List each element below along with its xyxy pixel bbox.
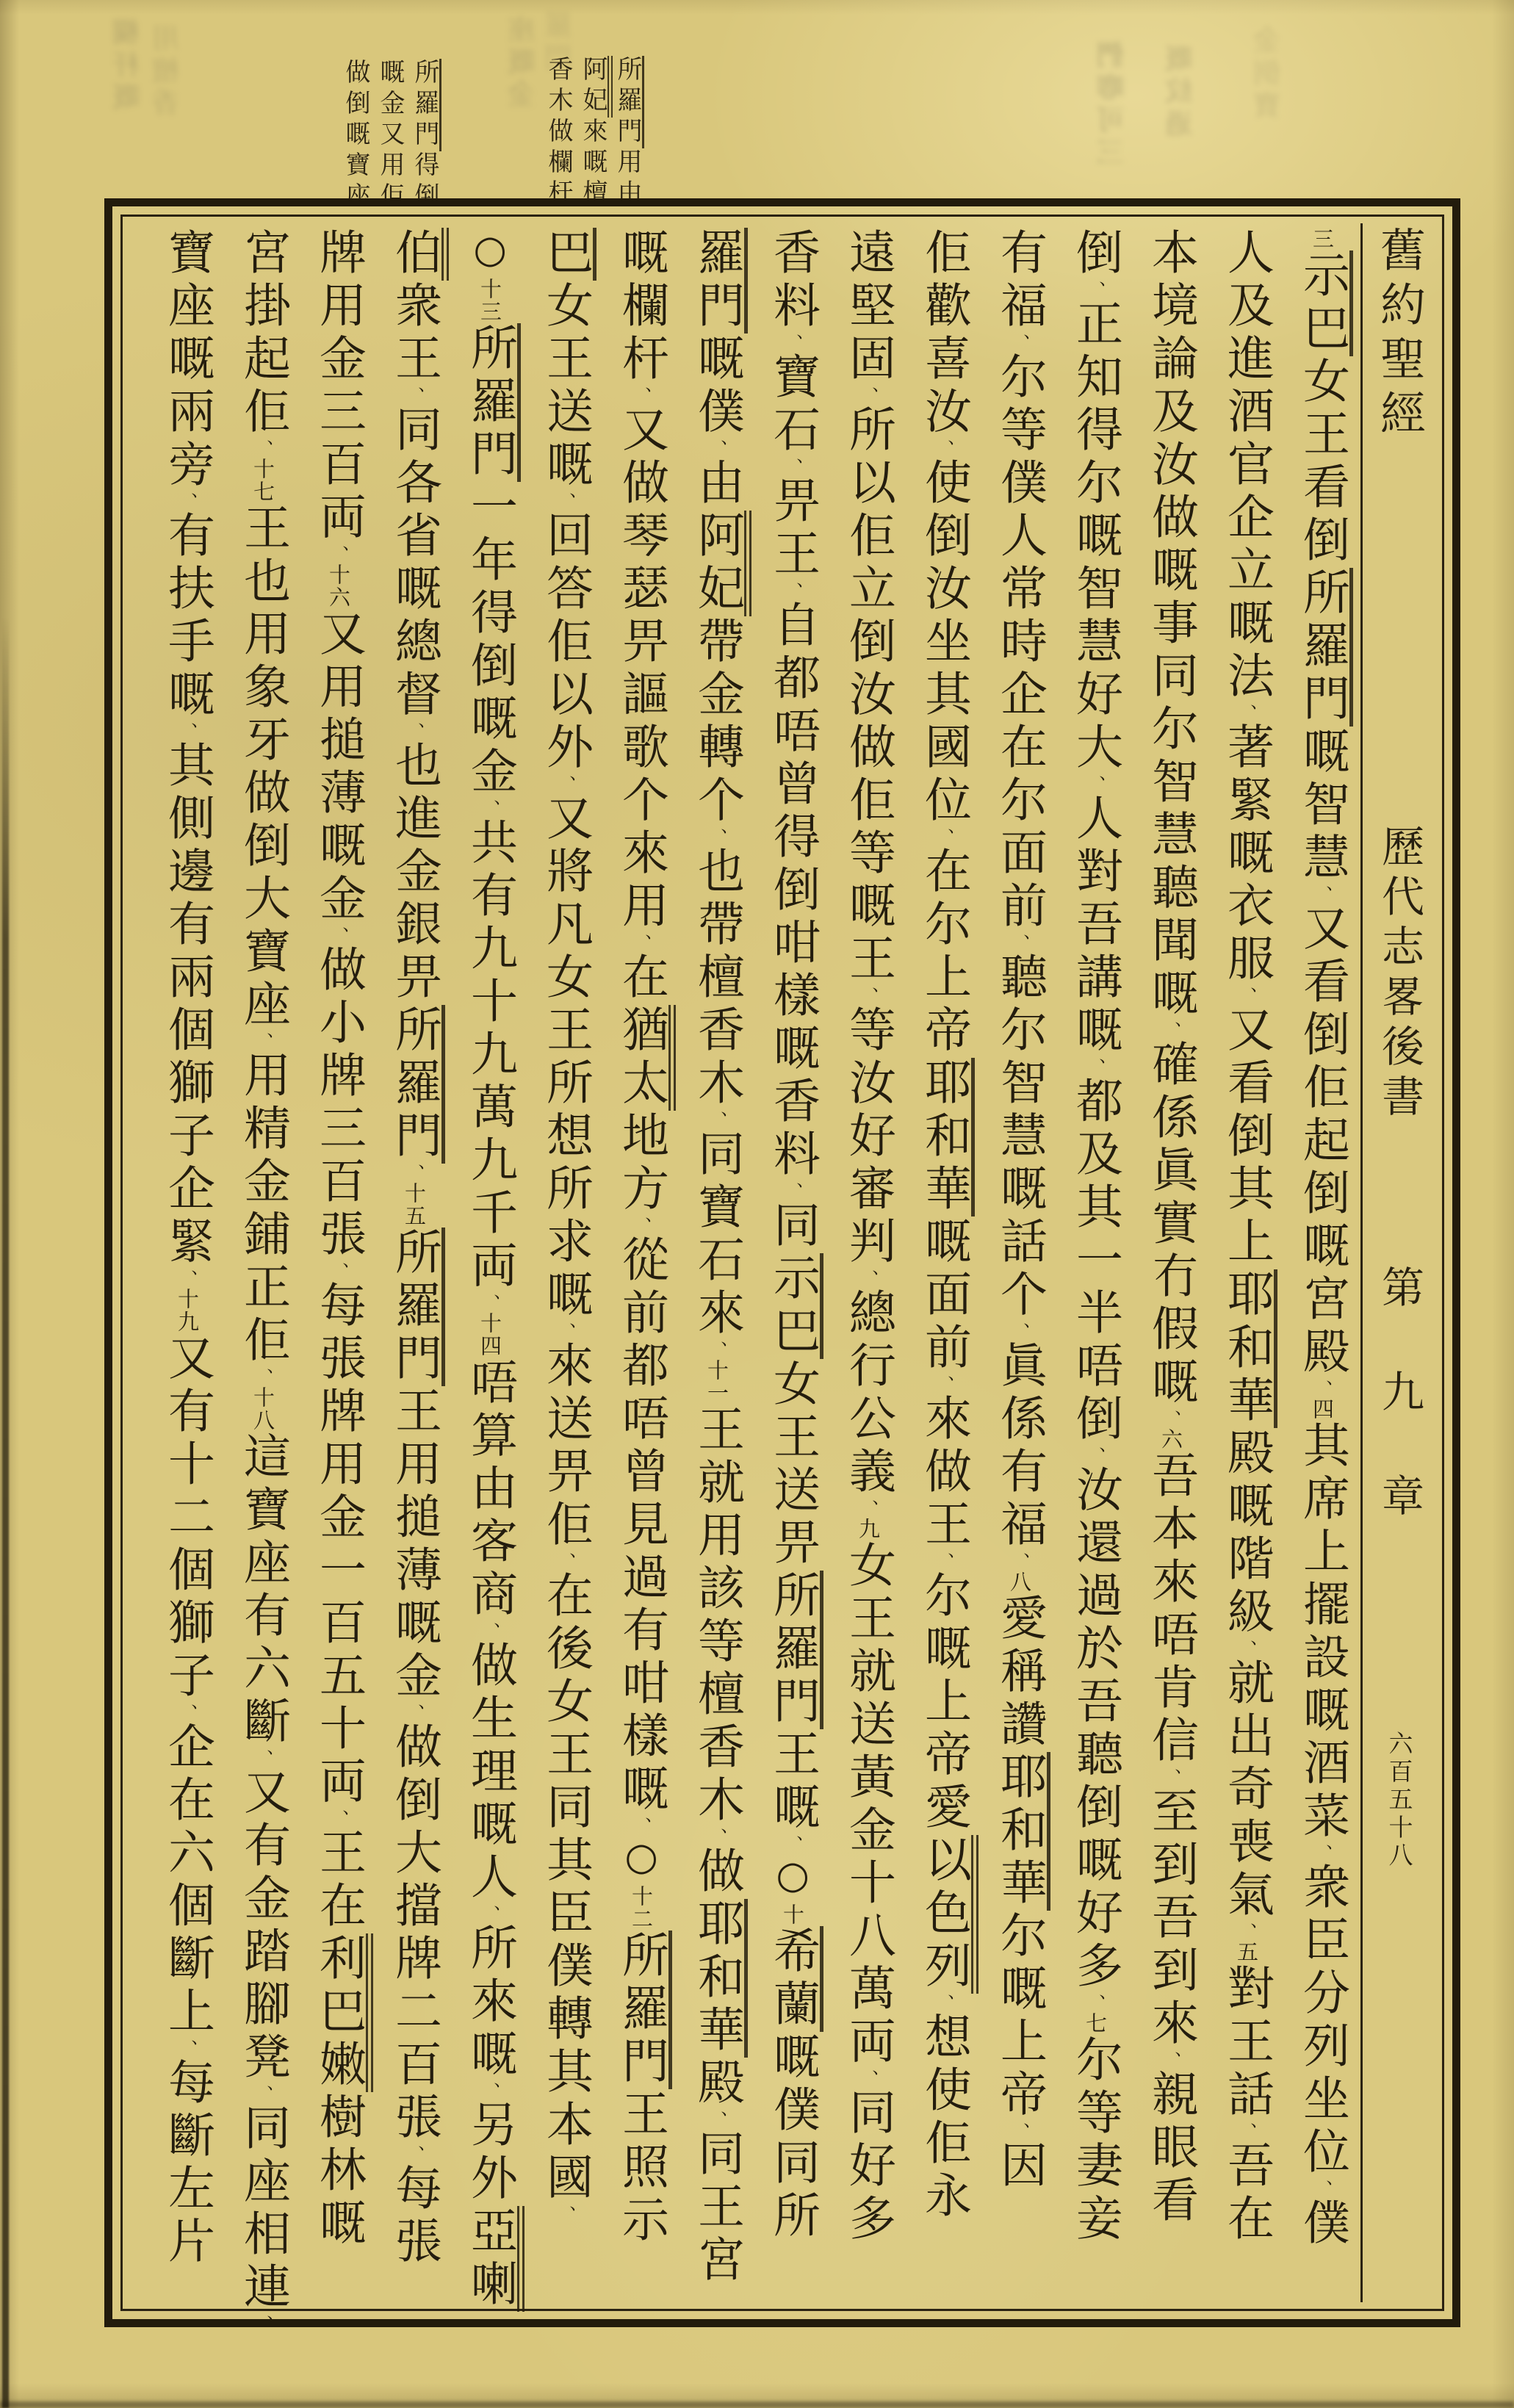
text-run: 從前都唔曾見過有咁樣嘅	[614, 1235, 668, 1817]
page-frame-inner-rule	[120, 215, 1444, 2333]
text-run: 寶石	[765, 352, 820, 458]
proper-name: 示巴	[1295, 250, 1353, 356]
text-run: 由	[690, 458, 744, 511]
text-run: 另外	[463, 2100, 517, 2206]
text-run: 、	[253, 2085, 274, 2103]
text-run: 女王看倒	[1295, 356, 1349, 568]
text-run: 就出奇喪氣	[1219, 1658, 1274, 1922]
text-run: 、	[253, 1749, 274, 1767]
text-run: 、	[707, 439, 728, 458]
verse-number: 十四	[477, 1312, 502, 1358]
proper-name: 所羅門	[410, 59, 441, 151]
text-run: 、	[1009, 334, 1031, 352]
text-run: 、	[707, 1828, 728, 1846]
verse-number: 十九	[175, 1288, 200, 1333]
text-run: 嘅欄杆	[614, 228, 668, 386]
text-run: 、	[1236, 987, 1258, 1005]
proper-name: 所羅門	[765, 1571, 823, 1729]
text-run: 來嘅檀香木做欄杆	[544, 56, 608, 210]
text-run: 有福	[992, 228, 1047, 334]
text-run: 做小牌三百張	[311, 945, 366, 1262]
bleedthrough-smudge: 們喞可三	[1097, 40, 1129, 170]
text-run: 、	[328, 1262, 350, 1280]
text-run: 又將凡女王所想所求嘅	[538, 793, 593, 1322]
text-run: 、	[707, 828, 728, 846]
text-run: 、	[1009, 934, 1031, 952]
text-run: 在	[614, 952, 668, 1005]
verse-number: 十八	[250, 1386, 275, 1432]
proper-name: 阿妃	[578, 56, 613, 118]
text-run: 使倒汝坐其國位	[917, 458, 971, 828]
text-run: 、	[858, 987, 879, 1005]
text-run: 、	[631, 386, 652, 405]
text-run: 、	[480, 2082, 501, 2100]
text-run: 、	[707, 1341, 728, 1359]
text-run: 、	[177, 722, 198, 740]
text-run: 、	[177, 2039, 198, 2058]
text-run: 、	[934, 439, 955, 458]
text-run: 、	[253, 2315, 274, 2333]
text-run: 、	[1312, 1380, 1333, 1398]
text-run: 、	[1236, 1640, 1258, 1658]
proper-name: 利巴嫩	[311, 1933, 373, 2092]
text-run: 企在六個斷上	[160, 1722, 215, 2039]
text-run: 、	[934, 1994, 955, 2012]
text-run: 嘅僕	[690, 334, 744, 439]
text-run: 、	[934, 828, 955, 846]
verse-number: 三	[1310, 228, 1335, 250]
verse-number: 十七	[250, 458, 275, 503]
text-column-16	[150, 223, 226, 2302]
verse-number: 十二	[629, 1885, 654, 1931]
text-run: 著緊嘅衣服	[1219, 722, 1274, 987]
text-run: 同座相連	[236, 2103, 290, 2315]
text-run: 僕	[1295, 2198, 1349, 2251]
text-run: 殿嘅階級	[1219, 1428, 1274, 1640]
text-run: 、	[631, 1817, 652, 1835]
text-run: 、	[404, 1704, 425, 1722]
text-run: 本境論及汝做嘅事同尔智慧聽聞嘅	[1144, 228, 1198, 1021]
section-circle: ○	[468, 228, 512, 278]
text-run: 又做琴瑟畀謳歌个來用	[614, 405, 668, 934]
verse-number: 十六	[326, 563, 351, 609]
proper-name: 伯	[387, 228, 449, 281]
text-run: 一年得倒嘅金	[463, 482, 517, 799]
text-run: 尔嘅上帝愛	[917, 1571, 971, 1835]
text-run: 回答佢以外	[538, 511, 593, 775]
text-run: 總行公義	[841, 1288, 895, 1499]
verse-number: 九	[856, 1518, 881, 1540]
proper-name: 以色列	[917, 1835, 978, 1994]
text-run: 、	[1085, 775, 1106, 793]
proper-name: 巴	[538, 228, 596, 281]
proper-name: 希蘭	[765, 1926, 823, 2032]
text-run: 女王就送黃金十八萬両	[841, 1540, 895, 2069]
text-run: 王照示	[614, 2089, 668, 2248]
bleedthrough-smudge: 嘅紋過	[1165, 44, 1197, 141]
text-run: 、	[404, 1164, 425, 1182]
text-run: 嘅面前	[917, 1216, 971, 1375]
text-run: 、	[782, 582, 804, 600]
book-title: 舊約聖經	[1372, 226, 1427, 444]
text-column-6	[906, 223, 982, 2302]
proper-name: 耶和華	[992, 1752, 1050, 1911]
verse-number: 十一	[704, 1359, 729, 1405]
text-run: 、	[480, 1622, 501, 1640]
text-run: 、	[328, 926, 350, 945]
text-run: 、	[1236, 704, 1258, 722]
text-run: 得倒嘅金又用佢做倒嘅寶座	[341, 59, 439, 213]
text-run: 、	[782, 1835, 804, 1853]
scan-edge-bottom	[0, 2401, 1514, 2408]
text-run: 至到吾到來	[1144, 1787, 1198, 2051]
text-run: 倒	[1068, 228, 1122, 281]
text-run: 聽尔智慧嘅話个	[992, 952, 1047, 1322]
verse-number: 十五	[402, 1182, 427, 1228]
text-run: 、	[1085, 1994, 1106, 2012]
text-run: 又有金踏腳凳	[236, 1767, 290, 2085]
text-run: 每張牌用金一百五十両	[311, 1280, 366, 1809]
text-run: 尔嘅上帝	[992, 1911, 1047, 2122]
text-run: 、	[253, 1368, 274, 1386]
text-run: 每張	[387, 2163, 441, 2269]
text-run: 尔等僕人常時企在尔面前	[992, 352, 1047, 934]
text-run: 、	[707, 2110, 728, 2129]
text-run: 、	[404, 2145, 425, 2163]
text-run: 人及進酒官企立嘅法	[1219, 228, 1274, 704]
page-frame	[104, 198, 1460, 2333]
text-run: 、	[1312, 2180, 1333, 2198]
text-run: 、	[1161, 1410, 1182, 1428]
text-run: 自都唔曾得倒咁樣嘅香料	[765, 600, 820, 1182]
verse-number: 七	[1083, 2012, 1108, 2035]
text-run: 牌用金三百両	[311, 228, 366, 545]
proper-name: 耶和華	[690, 1899, 748, 2058]
text-run: 、	[782, 458, 804, 476]
verse-number: 十三	[477, 278, 502, 323]
text-run: 、	[1009, 2122, 1031, 2141]
text-run: 尔等妻妾	[1068, 2035, 1122, 2246]
text-run: 、	[480, 1905, 501, 1923]
proper-name: 耶和華	[917, 1058, 975, 1216]
proper-name: 示巴	[765, 1253, 823, 1359]
text-run: 、	[1236, 1922, 1258, 1941]
text-column-1	[1285, 223, 1360, 2302]
text-run: 在尔上帝	[917, 846, 971, 1058]
text-run: 女王送畀	[765, 1359, 820, 1571]
text-run: 、	[1312, 885, 1333, 904]
text-run: 同王宮	[690, 2129, 744, 2288]
text-run: 確係眞實冇假嘅	[1144, 1039, 1198, 1410]
text-run: 唔算由客商	[463, 1358, 517, 1622]
text-run: 同好多	[841, 2088, 895, 2246]
text-run: 、	[328, 545, 350, 563]
text-run: 用由	[613, 148, 642, 210]
text-column-3	[1133, 223, 1209, 2302]
text-run: 同寶石來	[690, 1129, 744, 1341]
text-run: 也進金銀畀	[387, 740, 441, 1005]
text-column-11	[528, 223, 604, 2302]
text-run: 、	[631, 1216, 652, 1235]
text-run: 、	[1085, 1446, 1106, 1465]
text-run: 畀王	[765, 476, 820, 582]
bleedthrough-smudge: 羅門	[544, 10, 577, 75]
text-run: 地方	[614, 1111, 668, 1216]
text-run: 、	[1312, 1844, 1333, 1862]
text-run: 在後女王同其臣僕轉其本國	[538, 1571, 593, 2205]
title-column	[1360, 223, 1436, 2302]
text-run: 、	[1009, 1322, 1031, 1341]
text-run: 等汝好審判	[841, 1005, 895, 1269]
text-column-7	[831, 223, 906, 2302]
text-run: 吾在	[1219, 2141, 1274, 2246]
text-run: 樹林嘅	[311, 2092, 366, 2251]
text-run: 佢歡喜汝	[917, 228, 971, 439]
text-run: 、	[1085, 1058, 1106, 1076]
text-column-12	[453, 223, 528, 2312]
text-run: 、	[177, 1269, 198, 1288]
text-run: 每斷左片	[160, 2058, 215, 2269]
text-run: 又看倒佢起倒嘅宮殿	[1295, 904, 1349, 1380]
text-run: 、	[934, 1375, 955, 1394]
text-column-4	[1058, 223, 1133, 2302]
text-run: 王用搥薄嘅金	[387, 1386, 441, 1704]
text-run: 女王送嘅	[538, 281, 593, 492]
section-circle: ○	[771, 1853, 815, 1903]
text-run: 、	[555, 775, 577, 793]
text-run: 王也用象牙做倒大寶座	[236, 503, 290, 1032]
text-run: 、	[858, 2069, 879, 2088]
text-run: 所來嘅	[463, 1923, 517, 2082]
text-run: 來做王	[917, 1394, 971, 1552]
text-run: 做生理嘅人	[463, 1640, 517, 1905]
proper-name: 猶太	[614, 1005, 676, 1111]
proper-name: 耶和華	[1219, 1269, 1277, 1428]
text-run: 、	[1085, 281, 1106, 299]
text-run: 對王話	[1219, 1964, 1274, 2122]
text-run: 因	[992, 2141, 1047, 2193]
text-run: 王就用該等檀香木	[690, 1405, 744, 1828]
scan-edge-left	[2, 617, 9, 2408]
text-area	[127, 223, 1436, 2333]
text-run: 、	[858, 1269, 879, 1288]
text-run: 、	[177, 1704, 198, 1722]
text-run: 、	[707, 1111, 728, 1129]
text-run: 、	[782, 1182, 804, 1200]
text-run: 、	[253, 439, 274, 458]
verse-number: 六	[1158, 1428, 1183, 1451]
margin-note-left	[338, 59, 441, 217]
text-run: 、	[253, 1032, 274, 1050]
text-run: 、	[404, 722, 425, 740]
text-run: 王在	[311, 1828, 366, 1933]
proper-name: 所羅門	[387, 1228, 445, 1386]
text-column-14	[301, 223, 377, 2302]
text-run: 遠堅固	[841, 228, 895, 386]
text-run: 來送畀佢	[538, 1341, 593, 1552]
proper-name: 阿妃	[690, 511, 751, 616]
text-run: 、	[555, 1552, 577, 1571]
page-number: 六百五十八	[1385, 1731, 1414, 1870]
text-run: 都及其一半唔倒	[1068, 1076, 1122, 1446]
text-run: 也帶檀香木	[690, 846, 744, 1111]
text-run: 王嘅	[765, 1729, 820, 1835]
text-run: 、	[934, 1552, 955, 1571]
text-column-15	[226, 223, 301, 2333]
text-column-9	[680, 223, 755, 2302]
text-run: 、	[177, 492, 198, 511]
text-run: 又有十二個獅子	[160, 1333, 215, 1704]
text-run: 吾本來唔肯信	[1144, 1451, 1198, 1768]
text-column-8	[755, 223, 831, 2302]
text-run: 又用搥薄嘅金	[311, 609, 366, 926]
proper-name: 所羅門	[614, 1931, 672, 2089]
bleedthrough-smudge: 欄杆嘅	[112, 18, 145, 115]
verse-number: 八	[1007, 1571, 1032, 1593]
text-column-5	[982, 223, 1058, 2302]
text-run: 、	[480, 1294, 501, 1312]
verse-number: 十	[780, 1903, 805, 1926]
text-run: 、	[555, 2205, 577, 2224]
text-run: 用精金鋪正佢	[236, 1050, 290, 1368]
bleedthrough-smudge: 座嘅金	[508, 15, 540, 112]
text-run: 、	[1236, 2122, 1258, 2141]
text-run: 、	[1161, 1768, 1182, 1787]
text-run: 衆臣分列坐位	[1295, 1862, 1349, 2180]
proper-name: 羅門	[690, 228, 748, 334]
text-run: 、	[631, 934, 652, 952]
bleedthrough-smudge: 金倒寶	[1253, 26, 1286, 123]
text-run: 親眼看	[1144, 2069, 1198, 2228]
chapter-title: 第九章	[1374, 1265, 1424, 1578]
text-run: 、	[1161, 2051, 1182, 2069]
text-run: 其席上擺設嘅酒菜	[1295, 1421, 1349, 1844]
text-run: 又看倒其上	[1219, 1005, 1274, 1269]
proper-name: 所羅門	[463, 323, 521, 482]
text-run: 有扶手嘅	[160, 511, 215, 722]
text-run: 、	[782, 334, 804, 352]
text-run: 其側邊有兩個獅子企緊	[160, 740, 215, 1269]
text-run: 嘅僕同所	[765, 2032, 820, 2243]
section-circle: ○	[619, 1835, 663, 1885]
text-run: 、	[480, 799, 501, 818]
margin-note-right	[541, 56, 644, 215]
verse-number: 五	[1234, 1941, 1259, 1964]
bleedthrough-smudge: 用檀香	[152, 24, 184, 120]
text-run: 香料	[765, 228, 820, 334]
text-run: 做	[690, 1846, 744, 1899]
section-title: 歷代志畧後書	[1374, 824, 1424, 1124]
text-run: 同	[765, 1200, 820, 1253]
verse-number: 四	[1310, 1398, 1335, 1421]
text-column-2	[1209, 223, 1285, 2302]
text-run: 、	[1161, 1021, 1182, 1039]
text-run: 宮掛起佢	[236, 228, 290, 439]
text-run: 、	[1009, 1552, 1031, 1571]
text-run: 正知得尔嘅智慧好大	[1068, 299, 1122, 775]
text-run: 帶金轉个	[690, 616, 744, 828]
text-run: 人對吾講嘅	[1068, 793, 1122, 1058]
text-run: 做倒大擋牌二百張	[387, 1722, 441, 2145]
text-run: 想使佢永	[917, 2012, 971, 2224]
text-column-13	[377, 223, 453, 2302]
text-run: 所以佢立倒汝做佢等嘅王	[841, 405, 895, 987]
proper-name: 亞喇	[463, 2206, 525, 2312]
text-run: 殿	[690, 2058, 744, 2110]
proper-name: 所羅門	[1295, 568, 1353, 727]
text-run: 汝還過於吾聽倒嘅好多	[1068, 1465, 1122, 1994]
text-run: 、	[858, 1499, 879, 1518]
proper-name: 所羅門	[387, 1005, 445, 1164]
text-run: 寶座嘅兩旁	[160, 228, 215, 492]
text-run: 、	[858, 386, 879, 405]
text-run: 同各省嘅總督	[387, 405, 441, 722]
text-run: 、	[328, 1809, 350, 1828]
text-run: 共有九十九萬九千両	[463, 818, 517, 1294]
text-column-10	[604, 223, 680, 2302]
text-run: 眞係有福	[992, 1341, 1047, 1552]
text-run: 、	[555, 492, 577, 511]
text-run: 衆王	[387, 281, 441, 386]
text-run: 這寶座有六斷	[236, 1432, 290, 1749]
proper-name: 所羅門	[613, 56, 644, 148]
text-run: 、	[404, 386, 425, 405]
text-run: 嘅智慧	[1295, 727, 1349, 885]
text-run: 愛稱讚	[992, 1593, 1047, 1752]
text-run: 、	[555, 1322, 577, 1341]
